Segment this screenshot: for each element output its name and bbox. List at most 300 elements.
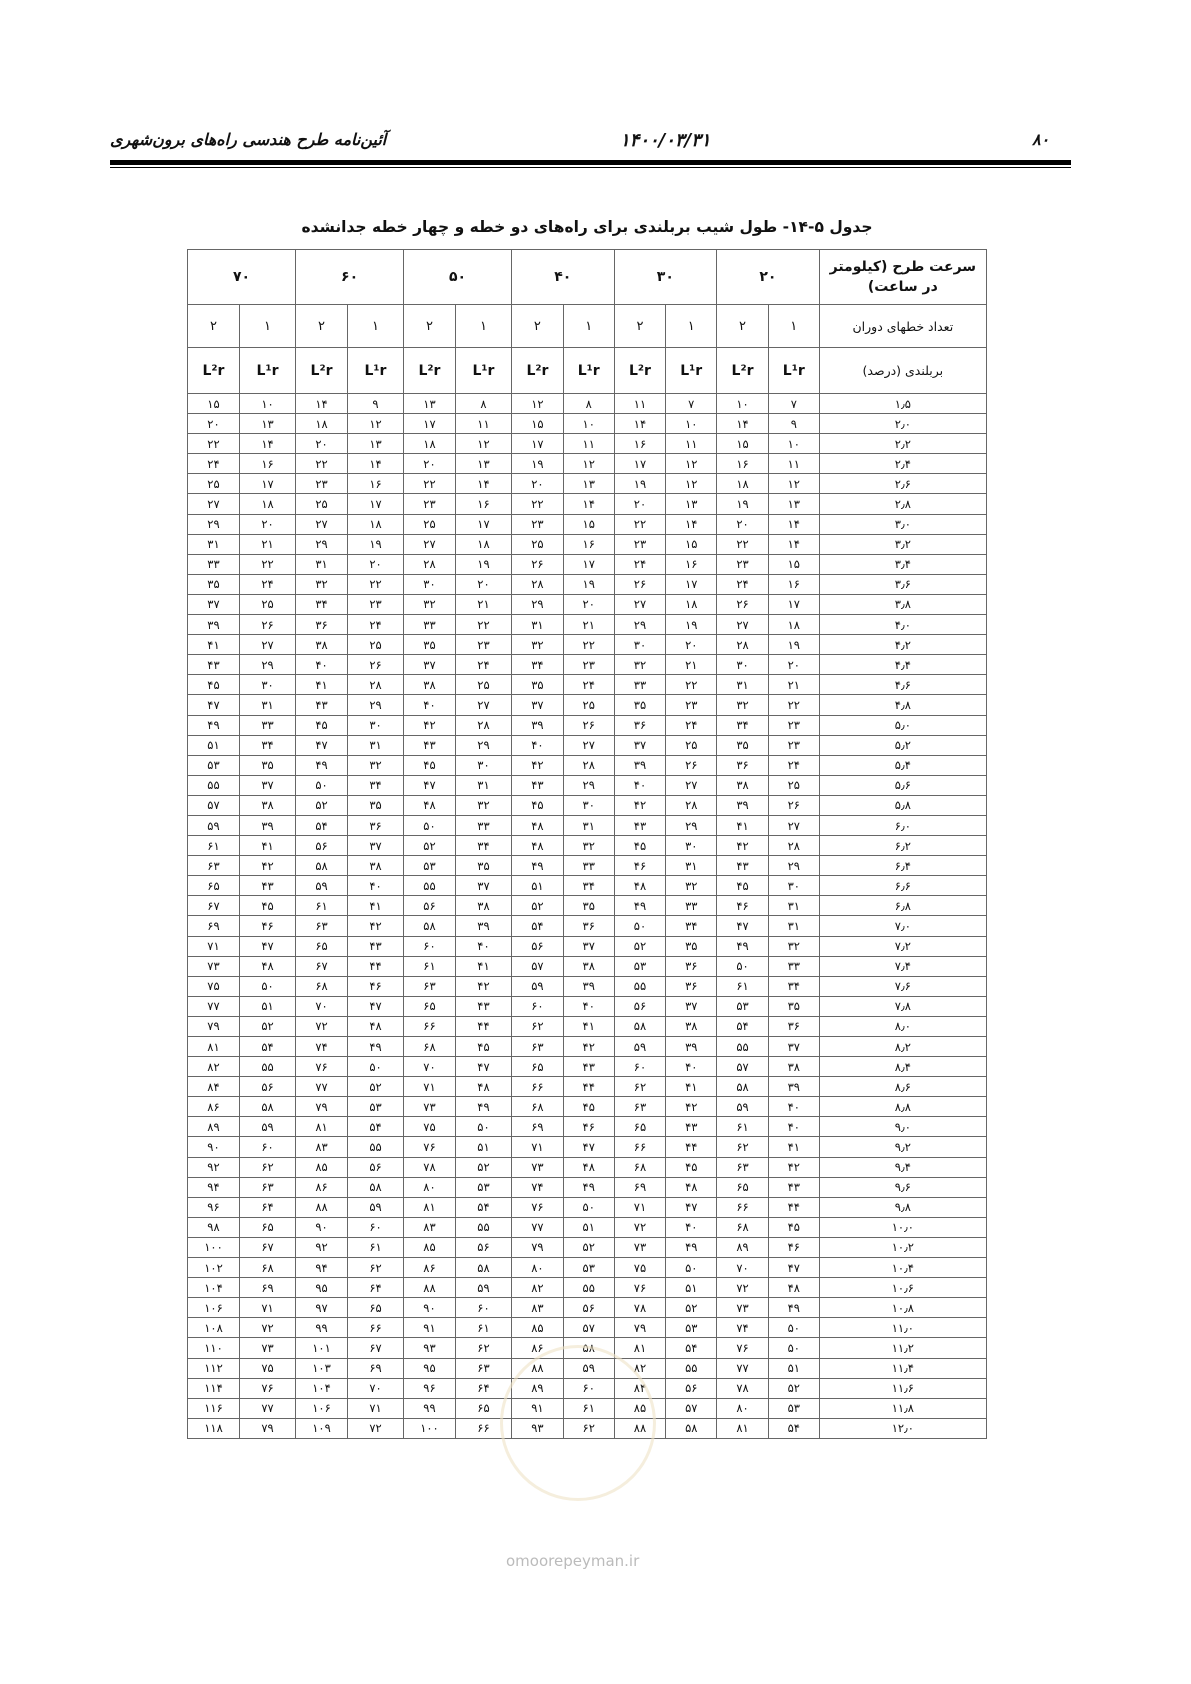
length-cell: ۴۱ [296,675,348,695]
superelevation-cell: ۱۱٫۲ [819,1338,986,1358]
length-cell: ۵۸ [347,1177,403,1197]
length-cell: ۳۱ [455,775,511,795]
length-cell: ۴۵ [239,896,295,916]
length-cell: ۳۰ [666,836,717,856]
table-row [188,554,987,574]
length-cell: ۲۲ [347,574,403,594]
speed-50: ۵۰ [404,250,512,305]
length-cell: ۴۰ [666,1057,717,1077]
superelevation-cell: ۹٫۴ [819,1157,986,1177]
table-row [188,514,987,534]
length-cell: ۵۹ [455,1278,511,1298]
length-cell: ۲۰ [188,414,240,434]
length-cell: ۶۶ [455,1418,511,1438]
superelevation-cell: ۱۰٫۴ [819,1258,986,1278]
length-cell: ۳۵ [666,936,717,956]
length-cell: ۳۰ [404,574,456,594]
length-cell: ۴۷ [404,775,456,795]
length-cell: ۴۹ [563,1177,614,1197]
superelevation-cell: ۲٫۸ [819,494,986,514]
header-rule-thin [110,167,1071,168]
length-cell: ۱۰۲ [188,1258,240,1278]
length-cell: ۲۲ [563,635,614,655]
superelevation-cell: ۵٫۸ [819,795,986,815]
length-cell: ۵۴ [512,916,564,936]
length-cell: ۹۰ [296,1217,348,1237]
length-cell: ۵۱ [512,876,564,896]
length-cell: ۱۴ [614,414,666,434]
table-row [188,655,987,675]
length-cell: ۱۹ [347,534,403,554]
unit-cell: L²r [188,348,240,394]
table-row [188,795,987,815]
length-cell: ۶۸ [614,1157,666,1177]
length-cell: ۵۰ [404,815,456,835]
table-row [188,715,987,735]
length-cell: ۴۲ [404,715,456,735]
length-cell: ۵۸ [455,1258,511,1278]
length-cell: ۶۰ [455,1298,511,1318]
length-cell: ۵۴ [347,1117,403,1137]
length-cell: ۲۶ [614,574,666,594]
length-cell: ۱۵ [188,394,240,414]
length-cell: ۱۵ [768,554,819,574]
length-cell: ۲۱ [768,675,819,695]
length-cell: ۱۱ [455,414,511,434]
superelevation-cell: ۳٫۴ [819,554,986,574]
superelevation-cell: ۶٫۰ [819,815,986,835]
length-cell: ۳۸ [404,675,456,695]
table-row [188,1258,987,1278]
length-cell: ۴۴ [347,956,403,976]
length-cell: ۳۷ [455,876,511,896]
length-cell: ۱۱۰ [188,1338,240,1358]
length-cell: ۳۰ [717,655,769,675]
table-row [188,1097,987,1117]
length-cell: ۱۲ [768,474,819,494]
length-cell: ۳۲ [666,876,717,896]
table-row [188,1137,987,1157]
length-cell: ۴۳ [188,655,240,675]
length-cell: ۷۹ [188,1016,240,1036]
superelevation-cell: ۹٫۸ [819,1197,986,1217]
length-cell: ۳۶ [768,1016,819,1036]
length-cell: ۲۹ [239,655,295,675]
length-cell: ۳۶ [347,815,403,835]
length-cell: ۳۹ [614,755,666,775]
length-cell: ۵۸ [563,1338,614,1358]
superelevation-cell: ۵٫۶ [819,775,986,795]
length-cell: ۷۲ [614,1217,666,1237]
length-cell: ۱۴ [666,514,717,534]
length-cell: ۲۳ [614,534,666,554]
length-cell: ۶۹ [614,1177,666,1197]
length-cell: ۱۴ [455,474,511,494]
length-cell: ۲۰ [717,514,769,534]
length-cell: ۴۶ [768,1237,819,1257]
superelevation-cell: ۵٫۴ [819,755,986,775]
length-cell: ۱۲ [666,474,717,494]
length-cell: ۴۱ [563,1016,614,1036]
units-label: بربلندی (درصد) [819,348,986,394]
length-cell: ۵۶ [666,1378,717,1398]
length-cell: ۱۶ [563,534,614,554]
length-cell: ۷۱ [404,1077,456,1097]
table-row [188,735,987,755]
superelevation-cell: ۹٫۲ [819,1137,986,1157]
length-cell: ۲۳ [768,735,819,755]
length-cell: ۲۷ [296,514,348,534]
length-cell: ۷۷ [717,1358,769,1378]
length-cell: ۴۰ [768,1097,819,1117]
length-cell: ۶۱ [404,956,456,976]
length-cell: ۲۶ [717,594,769,614]
length-cell: ۱۴ [296,394,348,414]
length-cell: ۵۳ [347,1097,403,1117]
length-cell: ۴۴ [563,1077,614,1097]
length-cell: ۱۵ [512,414,564,434]
superelevation-cell: ۷٫۲ [819,936,986,956]
table-row [188,695,987,715]
lanes-cell: ۱ [563,305,614,348]
length-cell: ۸۱ [717,1418,769,1438]
length-cell: ۲۷ [614,594,666,614]
length-cell: ۲۹ [188,514,240,534]
length-cell: ۲۵ [512,534,564,554]
superelevation-cell: ۵٫۰ [819,715,986,735]
length-cell: ۵۰ [768,1318,819,1338]
length-cell: ۲۰ [239,514,295,534]
length-cell: ۵۶ [296,836,348,856]
length-cell: ۳۳ [188,554,240,574]
length-cell: ۹۹ [296,1318,348,1338]
table-row [188,1278,987,1298]
table-row [188,1157,987,1177]
length-cell: ۴۹ [296,755,348,775]
length-cell: ۷۶ [717,1338,769,1358]
length-cell: ۱۹ [768,635,819,655]
length-cell: ۳۴ [768,976,819,996]
length-cell: ۷۰ [347,1378,403,1398]
length-cell: ۴۰ [768,1117,819,1137]
length-cell: ۹۳ [512,1418,564,1438]
length-cell: ۵۵ [614,976,666,996]
length-cell: ۳۷ [512,695,564,715]
length-cell: ۲۴ [768,755,819,775]
length-cell: ۴۸ [512,836,564,856]
length-cell: ۲۰ [347,554,403,574]
table-row [188,755,987,775]
length-cell: ۵۳ [666,1318,717,1338]
header-rule-thick [110,160,1071,165]
length-cell: ۲۶ [666,755,717,775]
length-cell: ۲۶ [239,615,295,635]
length-cell: ۵۹ [347,1197,403,1217]
length-cell: ۳۹ [768,1077,819,1097]
table-row [188,675,987,695]
length-cell: ۷۸ [614,1298,666,1318]
header-date: ۱۴۰۰/۰۳/۳۱ [620,130,711,151]
length-cell: ۴۳ [563,1057,614,1077]
table-row [188,394,987,414]
length-cell: ۶۶ [347,1318,403,1338]
length-cell: ۲۲ [188,434,240,454]
length-cell: ۷۶ [404,1137,456,1157]
length-cell: ۳۷ [666,996,717,1016]
table-row [188,1077,987,1097]
length-cell: ۱۹ [666,615,717,635]
length-cell: ۶۸ [717,1217,769,1237]
length-cell: ۶۵ [296,936,348,956]
length-cell: ۴۲ [563,1037,614,1057]
table-row [188,896,987,916]
length-cell: ۴۸ [666,1177,717,1197]
length-cell: ۳۸ [768,1057,819,1077]
length-cell: ۳۴ [512,655,564,675]
length-cell: ۸۳ [512,1298,564,1318]
length-cell: ۶۲ [512,1016,564,1036]
length-cell: ۳۱ [666,856,717,876]
length-cell: ۸۶ [188,1097,240,1117]
length-cell: ۶۹ [347,1358,403,1378]
table-row [188,1117,987,1137]
length-cell: ۷۳ [614,1237,666,1257]
table-row [188,534,987,554]
length-cell: ۵۰ [717,956,769,976]
table-row [188,1197,987,1217]
length-cell: ۳۸ [563,956,614,976]
length-cell: ۲۵ [347,635,403,655]
length-cell: ۴۶ [717,896,769,916]
length-cell: ۶۶ [614,1137,666,1157]
length-cell: ۶۸ [512,1097,564,1117]
superelevation-cell: ۳٫۸ [819,594,986,614]
length-cell: ۵۶ [512,936,564,956]
length-cell: ۸۳ [296,1137,348,1157]
length-cell: ۴۷ [455,1057,511,1077]
length-cell: ۵۷ [666,1398,717,1418]
length-cell: ۳۵ [404,635,456,655]
superelevation-cell: ۷٫۸ [819,996,986,1016]
length-cell: ۹ [768,414,819,434]
watermark-seal [500,1345,656,1501]
length-cell: ۷۴ [512,1177,564,1197]
length-cell: ۸۸ [404,1278,456,1298]
superelevation-cell: ۸٫۲ [819,1037,986,1057]
length-cell: ۶۱ [296,896,348,916]
length-cell: ۴۱ [239,836,295,856]
length-cell: ۲۷ [768,815,819,835]
length-cell: ۱۷ [455,514,511,534]
length-cell: ۲۱ [666,655,717,675]
length-cell: ۷۸ [717,1378,769,1398]
length-cell: ۴۳ [296,695,348,715]
length-cell: ۲۸ [512,574,564,594]
length-cell: ۷۱ [614,1197,666,1217]
length-cell: ۱۴ [717,414,769,434]
length-cell: ۸۵ [512,1318,564,1338]
length-cell: ۱۵ [717,434,769,454]
length-cell: ۴۶ [614,856,666,876]
length-cell: ۲۵ [455,675,511,695]
length-cell: ۴۹ [717,936,769,956]
length-cell: ۸۹ [512,1378,564,1398]
length-cell: ۱۰۶ [188,1298,240,1318]
length-cell: ۴۵ [768,1217,819,1237]
table-row [188,1298,987,1318]
length-cell: ۶۳ [717,1157,769,1177]
length-cell: ۴۸ [512,815,564,835]
length-cell: ۵۰ [563,1197,614,1217]
length-cell: ۳۵ [717,735,769,755]
length-cell: ۵۵ [347,1137,403,1157]
length-cell: ۹۷ [296,1298,348,1318]
length-cell: ۵۵ [563,1278,614,1298]
length-cell: ۱۰ [563,414,614,434]
table-row [188,856,987,876]
length-cell: ۵۵ [188,775,240,795]
length-cell: ۳۲ [404,594,456,614]
length-cell: ۲۹ [512,594,564,614]
length-cell: ۱۶ [717,454,769,474]
length-cell: ۵۰ [768,1338,819,1358]
length-cell: ۵۳ [768,1398,819,1418]
length-cell: ۸۱ [188,1037,240,1057]
length-cell: ۲۵ [666,735,717,755]
length-cell: ۲۲ [455,615,511,635]
length-cell: ۸۱ [614,1338,666,1358]
length-cell: ۵۰ [347,1057,403,1077]
length-cell: ۶۱ [563,1398,614,1418]
page-number: ۸۰ [1032,130,1050,149]
unit-cell: L¹r [768,348,819,394]
length-cell: ۵۸ [666,1418,717,1438]
length-cell: ۳۱ [512,615,564,635]
length-cell: ۵۴ [768,1418,819,1438]
length-cell: ۶۶ [404,1016,456,1036]
length-cell: ۱۰۴ [188,1278,240,1298]
length-cell: ۲۱ [239,534,295,554]
length-cell: ۹۰ [188,1137,240,1157]
length-cell: ۳۰ [563,795,614,815]
length-cell: ۲۵ [239,594,295,614]
length-cell: ۳۶ [563,916,614,936]
length-cell: ۲۵ [188,474,240,494]
table-row [188,976,987,996]
table-row [188,574,987,594]
superelevation-cell: ۶٫۴ [819,856,986,876]
length-cell: ۳۴ [347,775,403,795]
length-cell: ۸۳ [404,1217,456,1237]
length-cell: ۲۶ [768,795,819,815]
length-cell: ۲۳ [768,715,819,735]
length-cell: ۵۲ [404,836,456,856]
length-cell: ۷۶ [512,1197,564,1217]
length-cell: ۵۰ [296,775,348,795]
length-cell: ۸۸ [296,1197,348,1217]
length-cell: ۴۷ [768,1258,819,1278]
length-cell: ۳۵ [614,695,666,715]
length-cell: ۵۸ [239,1097,295,1117]
length-cell: ۵۴ [717,1016,769,1036]
speed-label: سرعت طرح (کیلومتر در ساعت) [819,250,986,305]
length-cell: ۱۳ [347,434,403,454]
length-cell: ۴۹ [666,1237,717,1257]
length-cell: ۲۴ [347,615,403,635]
length-cell: ۶۰ [614,1057,666,1077]
length-cell: ۶۲ [614,1077,666,1097]
length-cell: ۴۹ [614,896,666,916]
superelevation-cell: ۲٫۶ [819,474,986,494]
length-cell: ۳۳ [404,615,456,635]
length-cell: ۵۰ [666,1258,717,1278]
length-cell: ۱۰ [666,414,717,434]
length-cell: ۲۹ [563,775,614,795]
length-cell: ۲۳ [455,635,511,655]
superelevation-cell: ۸٫۸ [819,1097,986,1117]
length-cell: ۸۸ [512,1358,564,1378]
length-cell: ۸۵ [404,1237,456,1257]
watermark-text: omoorepeyman.ir [506,1552,640,1570]
length-cell: ۴۲ [239,856,295,876]
length-cell: ۷۹ [296,1097,348,1117]
length-cell: ۳۱ [188,534,240,554]
length-cell: ۲۹ [768,856,819,876]
length-cell: ۱۰ [717,394,769,414]
length-cell: ۶۰ [563,1378,614,1398]
length-cell: ۶۳ [455,1358,511,1378]
length-cell: ۴۵ [666,1157,717,1177]
length-cell: ۲۵ [296,494,348,514]
length-cell: ۱۸ [455,534,511,554]
length-cell: ۱۳ [455,454,511,474]
length-cell: ۷ [666,394,717,414]
length-cell: ۴۲ [614,795,666,815]
length-cell: ۷۶ [239,1378,295,1398]
length-cell: ۷۰ [717,1258,769,1278]
table-row [188,1217,987,1237]
unit-cell: L¹r [563,348,614,394]
length-cell: ۸۱ [296,1117,348,1137]
length-cell: ۴۵ [512,795,564,815]
lanes-cell: ۱ [347,305,403,348]
length-cell: ۱۷ [404,414,456,434]
length-cell: ۵۴ [455,1197,511,1217]
length-cell: ۵۳ [717,996,769,1016]
length-cell: ۵۹ [188,815,240,835]
length-cell: ۷۹ [239,1418,295,1438]
length-cell: ۱۰ [239,394,295,414]
length-cell: ۷۶ [296,1057,348,1077]
length-cell: ۲۰ [404,454,456,474]
length-cell: ۷۱ [188,936,240,956]
length-cell: ۱۰ [768,434,819,454]
length-cell: ۱۹ [614,474,666,494]
length-cell: ۴۵ [404,755,456,775]
length-cell: ۹۱ [404,1318,456,1338]
length-cell: ۷۳ [404,1097,456,1117]
length-cell: ۵۹ [717,1097,769,1117]
length-cell: ۱۱ [666,434,717,454]
length-cell: ۲۸ [563,755,614,775]
length-cell: ۱۰۸ [188,1318,240,1338]
length-cell: ۶۳ [188,856,240,876]
length-cell: ۲۴ [239,574,295,594]
length-cell: ۳۲ [455,795,511,815]
table-row [188,876,987,896]
length-cell: ۳۶ [614,715,666,735]
length-cell: ۸ [455,394,511,414]
